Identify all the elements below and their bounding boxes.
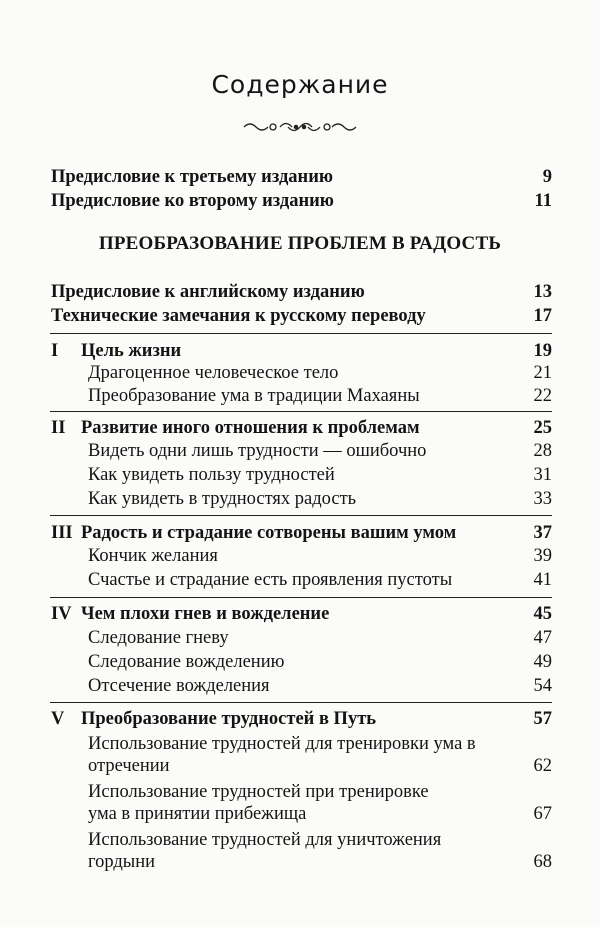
toc-subentry-line2: [0, 756, 600, 780]
chapter-page: 57: [533, 709, 552, 729]
chapter-title: Чем плохи гнев и вожделение: [81, 604, 330, 624]
entry-page: 13: [533, 282, 552, 302]
chapter-title: Преобразование трудностей в Путь: [81, 709, 377, 729]
chapter-3: [0, 523, 600, 547]
subentry-title: Видеть одни лишь трудности — ошибочно: [88, 441, 427, 461]
chapter-title: Цель жизни: [81, 341, 182, 361]
toc-subentry-line1: [0, 830, 600, 854]
toc-subentry: [0, 652, 600, 676]
chapter-number: II: [51, 418, 66, 438]
chapter-number: V: [51, 709, 65, 729]
toc-subentry: [0, 386, 600, 410]
toc-subentry-line2: [0, 852, 600, 876]
section-heading: ПРЕОБРАЗОВАНИЕ ПРОБЛЕМ В РАДОСТЬ: [98, 233, 502, 254]
chapter-number: III: [51, 523, 73, 543]
toc-entry-intro-2: [0, 306, 600, 330]
subentry-title: Счастье и страдание есть проявления пустоты: [88, 570, 453, 590]
chapter-title: Развитие иного отношения к проблемам: [81, 418, 420, 438]
subentry-page: 28: [533, 441, 552, 461]
chapter-2: [0, 418, 600, 442]
subentry-page: 22: [533, 386, 552, 406]
subentry-page: 54: [533, 676, 552, 696]
toc-entry-front-2: [0, 191, 600, 215]
entry-page: 11: [534, 191, 552, 211]
subentry-page: 67: [533, 804, 552, 824]
subentry-title-cont: ума в принятии прибежища: [88, 804, 307, 824]
chapter-4: [0, 604, 600, 628]
subentry-page: 41: [533, 570, 552, 590]
toc-subentry: [0, 628, 600, 652]
chapter-5: [0, 709, 600, 733]
chapter-divider: [50, 597, 552, 598]
toc-entry-front-1: [0, 167, 600, 191]
subentry-title: Следование вожделению: [88, 652, 285, 672]
chapter-title: Радость и страдание сотворены вашим умом: [81, 523, 457, 543]
chapter-number: I: [51, 341, 59, 361]
entry-title: Предисловие к английскому изданию: [51, 282, 365, 302]
subentry-page: 33: [533, 489, 552, 509]
chapter-number: IV: [51, 604, 72, 624]
subentry-title: Следование гневу: [88, 628, 229, 648]
toc-subentry-line1: [0, 734, 600, 758]
subentry-page: 31: [533, 465, 552, 485]
chapter-page: 37: [533, 523, 552, 543]
subentry-title: Кончик желания: [88, 546, 218, 566]
entry-title: Предисловие к третьему изданию: [51, 167, 334, 187]
chapter-1: [0, 341, 600, 365]
chapter-page: 19: [533, 341, 552, 361]
subentry-title-cont: отречении: [88, 756, 170, 776]
subentry-title: Как увидеть в трудностях радость: [88, 489, 357, 509]
chapter-page: 25: [533, 418, 552, 438]
chapter-divider: [50, 333, 552, 334]
subentry-page: 49: [533, 652, 552, 672]
subentry-title: Преобразование ума в традиции Махаяны: [88, 386, 420, 406]
entry-title: Предисловие ко второму изданию: [51, 191, 334, 211]
chapter-page: 45: [533, 604, 552, 624]
subentry-page: 39: [533, 546, 552, 566]
subentry-page: 47: [533, 628, 552, 648]
subentry-title: Использование трудностей для уничтожения: [88, 830, 442, 850]
entry-page: 9: [542, 167, 552, 187]
chapter-divider: [50, 411, 552, 412]
subentry-title: Использование трудностей при тренировке: [88, 782, 429, 802]
toc-subentry: [0, 676, 600, 700]
toc-subentry: [0, 570, 600, 594]
subentry-title: Драгоценное человеческое тело: [88, 363, 339, 383]
ornament-divider-icon: [240, 116, 360, 138]
subentry-title: Как увидеть пользу трудностей: [88, 465, 335, 485]
subentry-page: 68: [533, 852, 552, 872]
page-title: Содержание: [211, 70, 389, 99]
chapter-divider: [50, 515, 552, 516]
toc-subentry: [0, 465, 600, 489]
subentry-page: 21: [533, 363, 552, 383]
subentry-title: Отсечение вожделения: [88, 676, 270, 696]
toc-subentry: [0, 363, 600, 387]
subentry-title-cont: гордыни: [88, 852, 156, 872]
toc-subentry: [0, 489, 600, 513]
subentry-title: Использование трудностей для тренировки ума в: [88, 734, 476, 754]
entry-title: Технические замечания к русскому переводу: [51, 306, 426, 326]
toc-subentry: [0, 441, 600, 465]
toc-subentry-line2: [0, 804, 600, 828]
toc-entry-intro-1: [0, 282, 600, 306]
entry-page: 17: [533, 306, 552, 326]
toc-subentry: [0, 546, 600, 570]
subentry-page: 62: [533, 756, 552, 776]
chapter-divider: [50, 702, 552, 703]
toc-subentry-line1: [0, 782, 600, 806]
